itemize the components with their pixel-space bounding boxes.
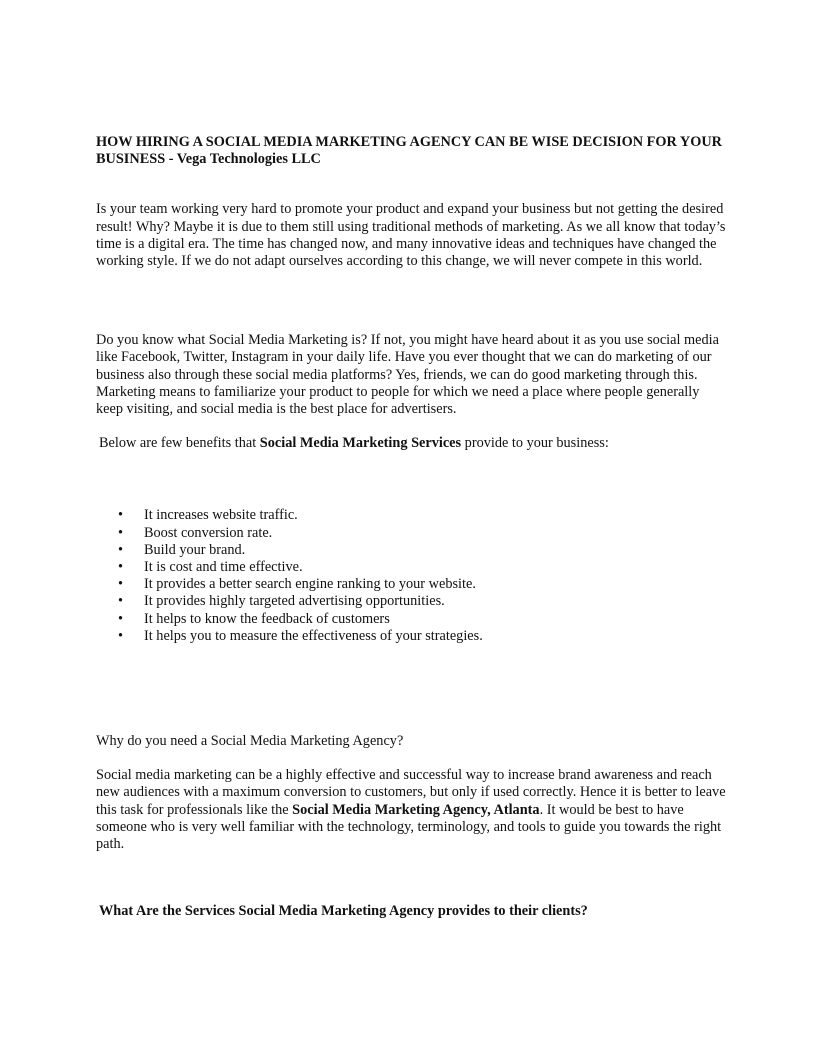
agency-name: Social Media Marketing Agency, Atlanta bbox=[292, 801, 540, 818]
spacer bbox=[96, 750, 726, 767]
list-item-text: It provides highly targeted advertising opportunities. bbox=[144, 593, 445, 610]
list-item-text: It increases website traffic. bbox=[144, 507, 298, 524]
intro-paragraph: Is your team working very hard to promote your product and expand your business but not getting the desired result! Why? Maybe it is due to them still using traditional methods of marketing. As we all know that today’s time is a digital era. The time has changed now, and many innovative ideas and techniques have changed the working style. If we do not adapt ourselves according to this change, we will never compete in this world. bbox=[96, 201, 726, 270]
benefits-intro-bold: Social Media Marketing Services bbox=[259, 435, 462, 452]
spacer bbox=[96, 418, 726, 435]
benefits-intro-after: provide to your business: bbox=[461, 435, 609, 452]
smm-paragraph: Do you know what Social Media Marketing is? If not, you might have heard about it as you use social media like Facebook, Twitter, Instagram in your daily life. Have you ever thought that we can do marketing of our business also through these social media platforms? Yes, friends, we can do good marketing through this. Marketing means to familiarize your product to people for which we need a place where people generally keep visiting, and social media is the best place for advertisers. bbox=[96, 332, 719, 418]
spacer bbox=[96, 853, 726, 903]
why-paragraph-before: Social media marketing can be a highly effective and successful way to increase brand awareness and reach new audiences with a maximum conversion to customers, but only if used correctly. Hence it is better to leave this task for professionals like the bbox=[96, 767, 726, 818]
bullet-icon: • bbox=[118, 610, 124, 627]
services-heading: What Are the Services Social Media Marketing Agency provides to their clients? bbox=[99, 903, 588, 920]
list-item-text: It helps to know the feedback of customers bbox=[144, 610, 390, 627]
spacer bbox=[96, 645, 726, 733]
benefits-intro bbox=[96, 435, 726, 452]
why-paragraph bbox=[96, 767, 726, 853]
bullet-icon: • bbox=[118, 507, 124, 524]
bullet-icon: • bbox=[118, 524, 124, 541]
list-item-text: It helps you to measure the effectiveness of your strategies. bbox=[144, 627, 483, 644]
benefits-intro-before: Below are few benefits that bbox=[99, 435, 260, 452]
bullet-icon: • bbox=[118, 559, 124, 576]
document-page bbox=[96, 134, 726, 920]
spacer bbox=[96, 168, 726, 201]
spacer bbox=[96, 270, 726, 332]
list-item bbox=[96, 542, 726, 559]
list-item bbox=[96, 559, 726, 576]
list-item bbox=[96, 593, 726, 610]
list-item bbox=[96, 507, 726, 524]
list-item-text: Build your brand. bbox=[144, 541, 246, 558]
bullet-icon: • bbox=[118, 576, 124, 593]
bullet-icon: • bbox=[118, 627, 124, 644]
list-item bbox=[96, 525, 726, 542]
list-item bbox=[96, 611, 726, 628]
bullet-icon: • bbox=[118, 593, 124, 610]
list-item-text: Boost conversion rate. bbox=[144, 524, 273, 541]
list-item-text: It is cost and time effective. bbox=[144, 559, 303, 576]
list-item bbox=[96, 628, 726, 645]
bullet-icon: • bbox=[118, 541, 124, 558]
list-item-text: It provides a better search engine ranking to your website. bbox=[144, 576, 476, 593]
benefits-list bbox=[96, 507, 726, 645]
document-title: HOW HIRING A SOCIAL MEDIA MARKETING AGENCY CAN BE WISE DECISION FOR YOUR BUSINESS - Vega Technologies LLC bbox=[96, 134, 722, 168]
list-item bbox=[96, 576, 726, 593]
spacer bbox=[96, 452, 726, 507]
why-question: Why do you need a Social Media Marketing Agency? bbox=[96, 733, 404, 750]
why-paragraph-after: . It would be best to have someone who is very well familiar with the technology, terminology, and tools to guide you towards the right path. bbox=[96, 801, 722, 853]
